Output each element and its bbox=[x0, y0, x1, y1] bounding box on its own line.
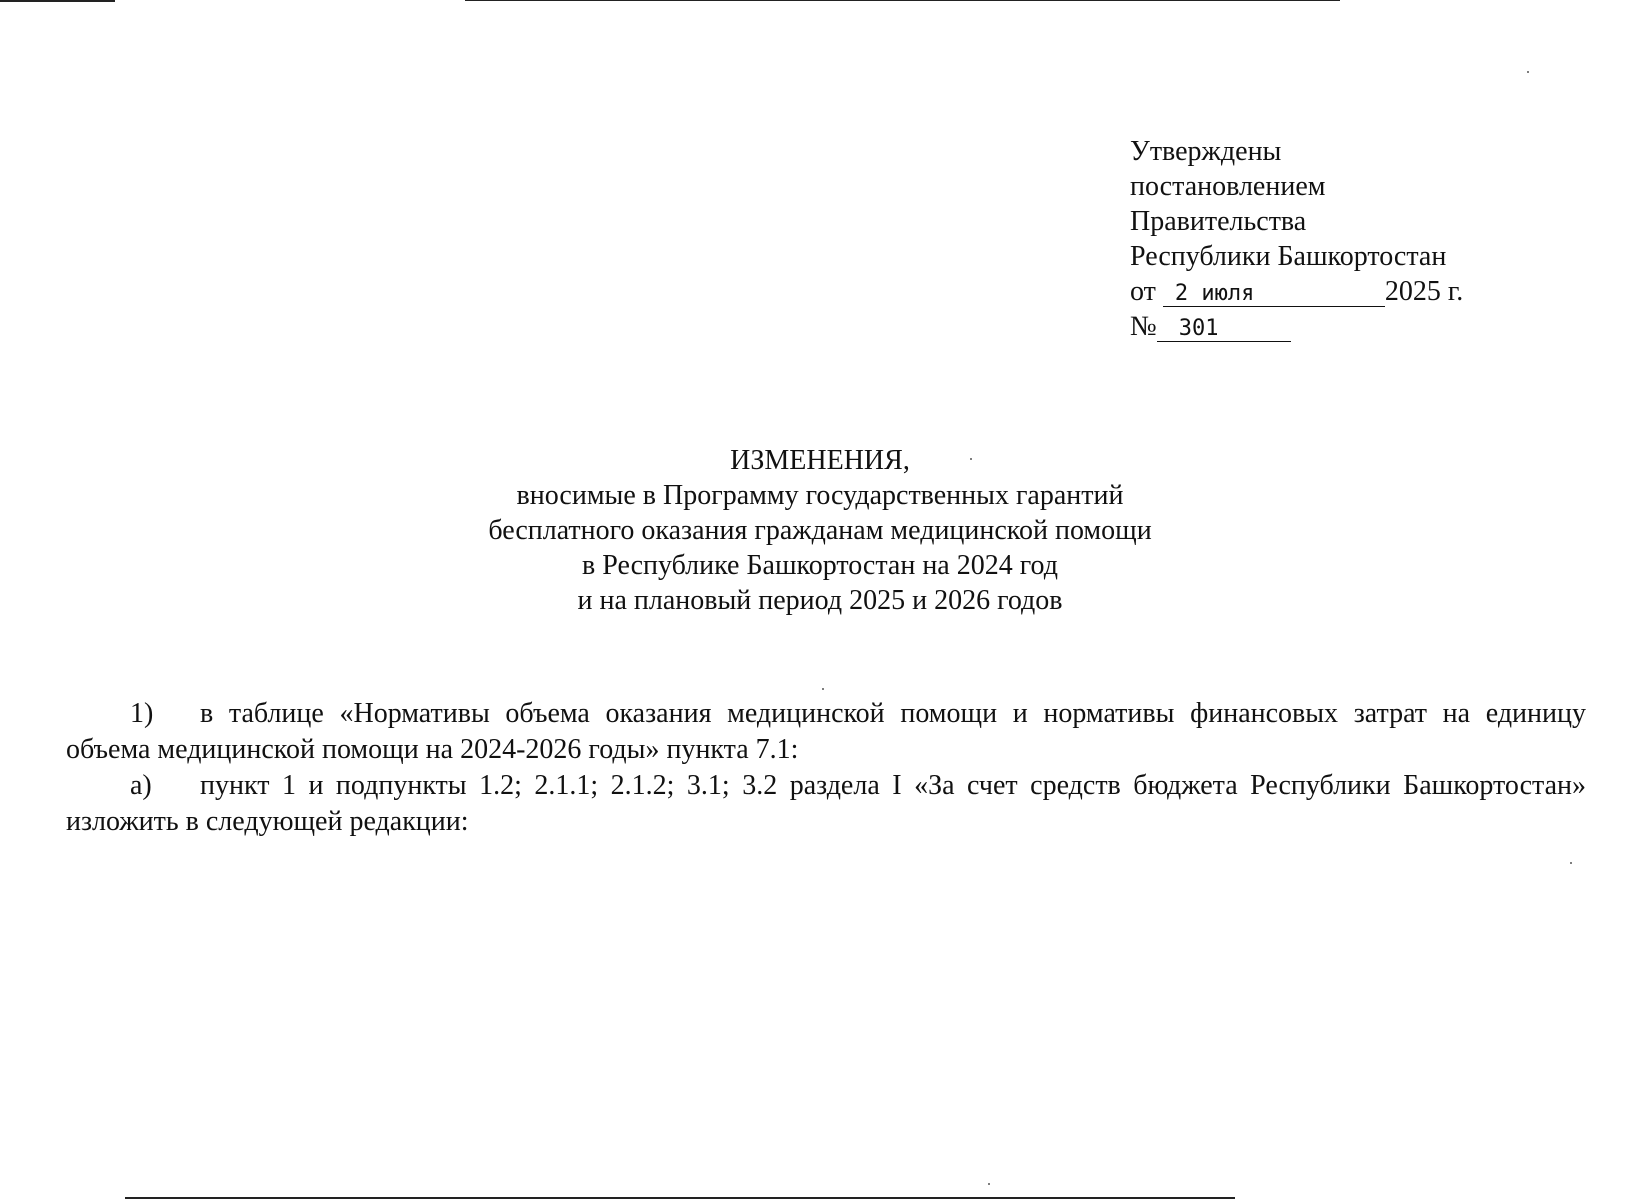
title-heading: ИЗМЕНЕНИЯ, bbox=[730, 445, 910, 476]
list-marker: 1) bbox=[130, 698, 154, 729]
date-field: 2 июля bbox=[1163, 282, 1385, 307]
approval-number-line bbox=[1130, 309, 1560, 344]
paragraph-1-line-1 bbox=[66, 696, 1586, 732]
paragraph-text: в таблице «Нормативы объема оказания медицинской помощи и нормативы финансовых затрат на единицу bbox=[200, 698, 1586, 729]
title-line: в Республике Башкортостан на 2024 год bbox=[582, 550, 1058, 581]
document-title bbox=[300, 443, 1340, 618]
approval-line: Правительства bbox=[1130, 206, 1307, 237]
scan-speck bbox=[1527, 71, 1529, 73]
scan-edge-bottom bbox=[125, 1197, 1235, 1199]
scan-edge-top bbox=[465, 0, 1340, 1]
title-line: бесплатного оказания гражданам медицинской помощи bbox=[488, 515, 1152, 546]
scan-speck bbox=[988, 1183, 990, 1185]
paragraph-2 bbox=[66, 768, 1586, 840]
number-field: 301 bbox=[1157, 317, 1291, 342]
paragraph-2-line-1 bbox=[66, 768, 1586, 804]
scan-edge-top-left bbox=[0, 0, 115, 2]
date-year: 2025 г. bbox=[1384, 276, 1464, 307]
paragraph-1-line-2: объема медицинской помощи на 2024-2026 годы» пункта 7.1: bbox=[66, 734, 799, 765]
scan-speck bbox=[822, 688, 824, 690]
approval-line: постановлением bbox=[1130, 171, 1326, 202]
date-prefix: от bbox=[1130, 276, 1156, 307]
title-line: вносимые в Программу государственных гарантий bbox=[516, 480, 1124, 511]
approval-line: Республики Башкортостан bbox=[1130, 241, 1447, 272]
approval-line: Утверждены bbox=[1130, 136, 1282, 167]
number-prefix: № bbox=[1130, 311, 1157, 342]
title-line: и на плановый период 2025 и 2026 годов bbox=[577, 585, 1063, 616]
approval-block bbox=[1130, 134, 1560, 344]
paragraph-text: пункт 1 и подпункты 1.2; 2.1.1; 2.1.2; 3.1; 3.2 раздела I «За счет средств бюджета Республики Башкортостан» bbox=[200, 770, 1586, 801]
scan-speck bbox=[1570, 862, 1572, 864]
paragraph-1 bbox=[66, 696, 1586, 768]
paragraph-2-line-2: изложить в следующей редакции: bbox=[66, 806, 469, 837]
approval-date-line bbox=[1130, 274, 1560, 309]
document-body bbox=[66, 696, 1586, 840]
list-marker: а) bbox=[130, 770, 152, 801]
